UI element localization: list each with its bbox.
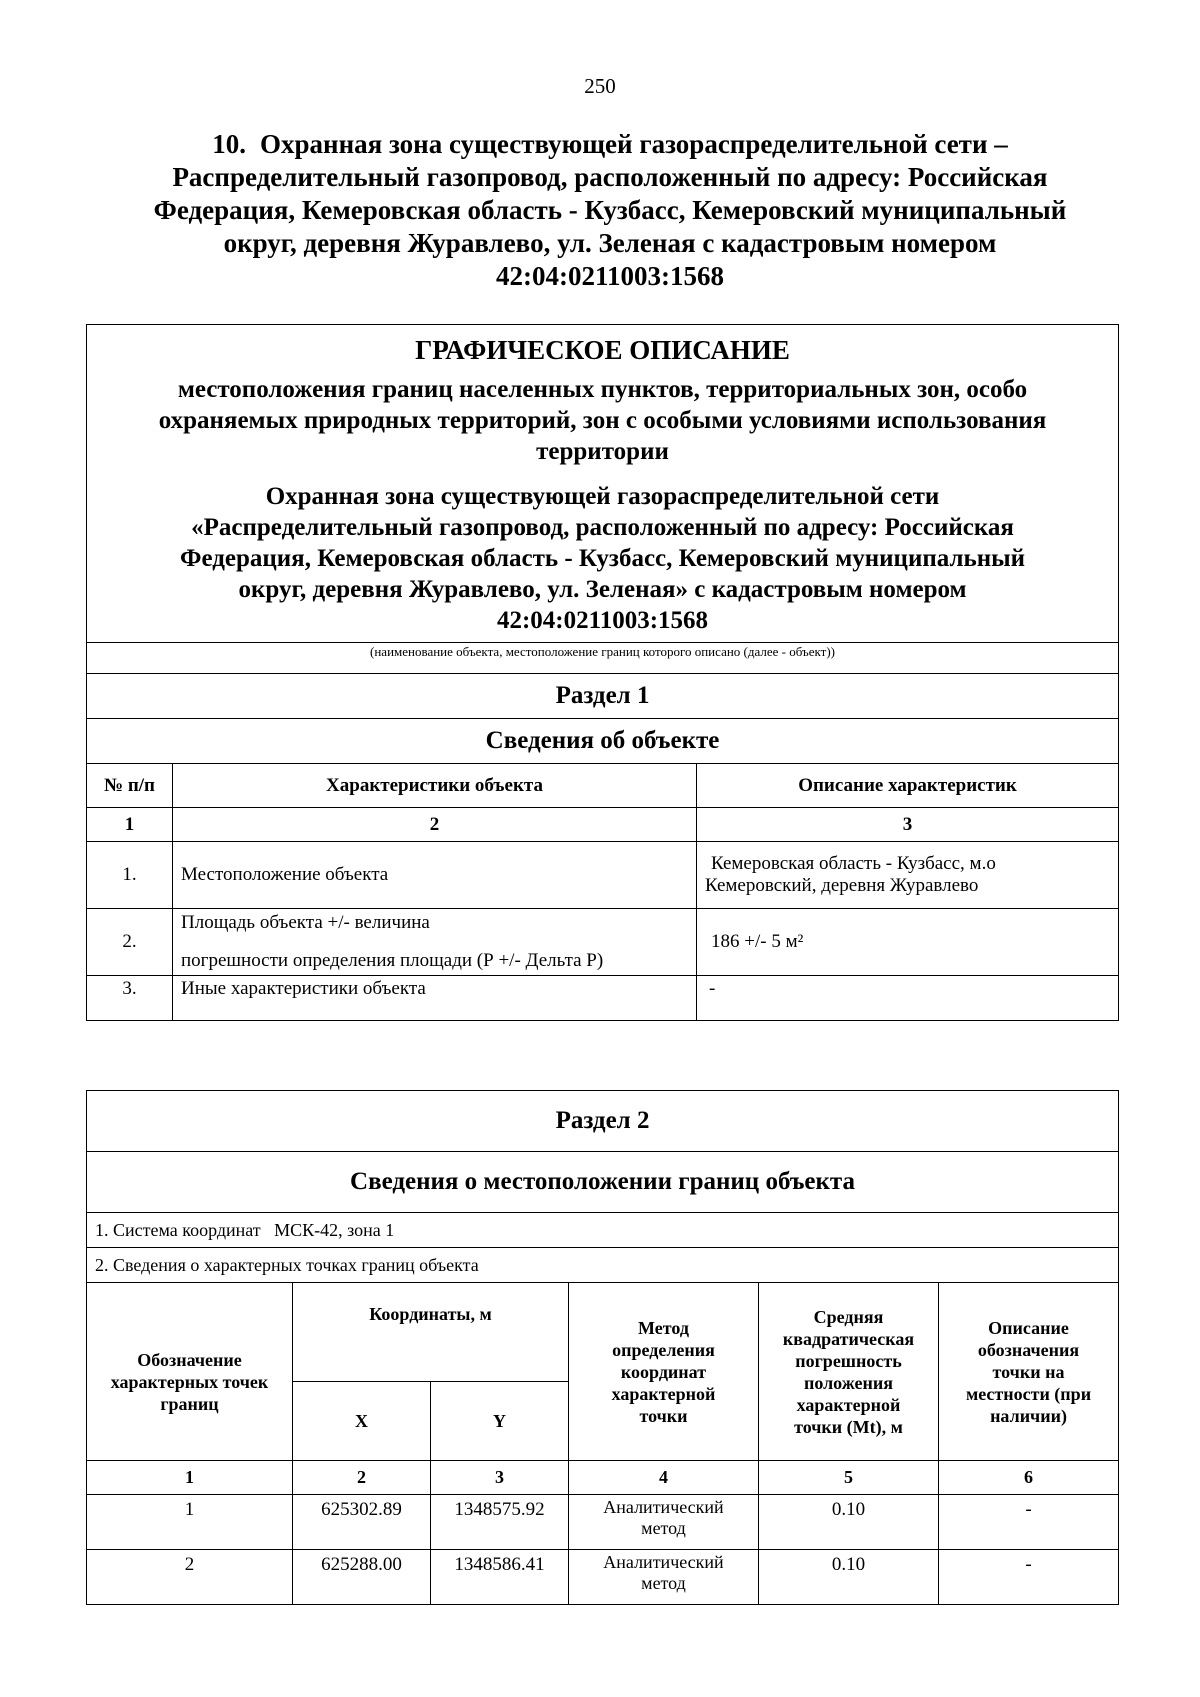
header-line: наличии) <box>990 1405 1067 1426</box>
heading-number: 10. <box>212 129 246 159</box>
header-designation <box>87 1283 293 1461</box>
description-line: Кемеровский, деревня Журавлево <box>705 875 979 896</box>
heading-line <box>120 128 1100 161</box>
point-error: 0.10 <box>759 1550 939 1605</box>
graphic-subtitle <box>87 366 1118 467</box>
row-description: 186 +/- 5 м² <box>697 909 1119 976</box>
section1-title: Раздел 1 <box>87 674 1119 719</box>
points-caption: 2. Сведения о характерных точках границ объекта <box>87 1248 1119 1283</box>
point-method <box>569 1550 759 1605</box>
col-number: 1 <box>87 1461 293 1495</box>
object-line: Охранная зона существующей газораспределительной сети <box>265 483 940 510</box>
col-number: 4 <box>569 1461 759 1495</box>
col-number: 3 <box>431 1461 569 1495</box>
coordinate-system: 1. Система координат МСК-42, зона 1 <box>87 1213 1119 1248</box>
header-line: точки на <box>992 1361 1065 1382</box>
heading-line: Федерация, Кемеровская область - Кузбасс, Кемеровский муниципальный <box>153 195 1067 225</box>
subtitle-line: местоположения границ населенных пунктов, территориальных зон, особо <box>177 376 1028 403</box>
row-description <box>697 842 1119 909</box>
object-line: округ, деревня Журавлево, ул. Зеленая» с кадастровым номером <box>238 576 967 603</box>
header-line: характерной <box>796 1394 901 1415</box>
object-name <box>87 467 1118 642</box>
col-number: 2 <box>173 808 697 842</box>
header-point-description <box>939 1283 1119 1461</box>
row-number: 3. <box>87 976 173 1021</box>
graphic-description-cell <box>87 325 1119 643</box>
heading-line: 42:04:0211003:1568 <box>496 261 724 291</box>
heading-line: округ, деревня Журавлево, ул. Зеленая с кадастровым номером <box>223 228 997 258</box>
header-line: положения <box>803 1372 894 1393</box>
header-line: Средняя <box>813 1306 884 1327</box>
header-method <box>569 1283 759 1461</box>
subtitle-line: территории <box>536 438 669 465</box>
object-line: 42:04:0211003:1568 <box>496 607 709 634</box>
graphic-title: ГРАФИЧЕСКОЕ ОПИСАНИЕ <box>415 335 790 365</box>
point-y: 1348586.41 <box>431 1550 569 1605</box>
object-line: «Распределительный газопровод, расположенный по адресу: Российская <box>191 514 1014 541</box>
header-line: координат <box>620 1361 707 1382</box>
header-line: характерной <box>611 1383 716 1404</box>
method-line: Аналитический <box>603 1552 724 1572</box>
point-x: 625288.00 <box>293 1550 431 1605</box>
table-row <box>87 909 1119 976</box>
point-description: - <box>939 1550 1119 1605</box>
characteristic-line: Площадь объекта +/- величина <box>181 912 430 933</box>
table-row <box>87 842 1119 909</box>
header-line: квадратическая <box>782 1328 915 1349</box>
point-id: 1 <box>87 1495 293 1550</box>
heading-line: Распределительный газопровод, расположенный по адресу: Российская <box>172 162 1048 192</box>
col-number: 3 <box>697 808 1119 842</box>
row-characteristic: Иные характеристики объекта <box>173 976 697 1021</box>
heading-line-text: Охранная зона существующей газораспределительной сети – <box>260 129 1008 159</box>
section1-subtitle: Сведения об объекте <box>87 719 1119 764</box>
point-method <box>569 1495 759 1550</box>
header-line: точки <box>639 1405 688 1426</box>
document-heading <box>120 128 1100 293</box>
header-characteristics: Характеристики объекта <box>173 764 697 808</box>
section2-title: Раздел 2 <box>87 1091 1119 1152</box>
section2-subtitle: Сведения о местоположении границ объекта <box>87 1152 1119 1213</box>
row-characteristic: Местоположение объекта <box>173 842 697 909</box>
header-description: Описание характеристик <box>697 764 1119 808</box>
row-number: 2. <box>87 909 173 976</box>
header-line: характерных точек <box>110 1371 269 1392</box>
section2-table <box>86 1090 1119 1605</box>
col-number: 1 <box>87 808 173 842</box>
header-line: границ <box>160 1393 219 1414</box>
method-line: метод <box>641 1573 686 1593</box>
subtitle-line: охраняемых природных территорий, зон с особыми условиями использования <box>158 407 1047 434</box>
method-line: Аналитический <box>603 1497 724 1517</box>
point-x: 625302.89 <box>293 1495 431 1550</box>
point-description: - <box>939 1495 1119 1550</box>
point-id: 2 <box>87 1550 293 1605</box>
header-line: местности (при <box>965 1383 1092 1404</box>
header-error <box>759 1283 939 1461</box>
point-error: 0.10 <box>759 1495 939 1550</box>
row-description: - <box>697 976 1119 1021</box>
table-row <box>87 976 1119 1021</box>
header-y: Y <box>431 1382 569 1461</box>
header-line: Обозначение <box>137 1349 242 1370</box>
method-line: метод <box>641 1518 686 1538</box>
header-line: Метод <box>638 1317 689 1338</box>
point-y: 1348575.92 <box>431 1495 569 1550</box>
col-number: 2 <box>293 1461 431 1495</box>
row-characteristic <box>173 909 697 976</box>
header-number: № п/п <box>87 764 173 808</box>
table-row <box>87 1550 1119 1605</box>
table-row <box>87 1495 1119 1550</box>
col-number: 5 <box>759 1461 939 1495</box>
header-line: погрешность <box>795 1350 902 1371</box>
description-line: Кемеровская область - Кузбасс, м.о <box>711 853 996 874</box>
characteristic-line: погрешности определения площади (Р +/- Дельта Р) <box>181 950 604 971</box>
col-number: 6 <box>939 1461 1119 1495</box>
object-line: Федерация, Кемеровская область - Кузбасс, Кемеровский муниципальный <box>179 545 1026 572</box>
header-line: обозначения <box>977 1339 1080 1360</box>
header-line: точки (Mt), м <box>794 1416 903 1437</box>
header-line: Описание <box>988 1317 1069 1338</box>
row-number: 1. <box>87 842 173 909</box>
header-line: определения <box>612 1339 715 1360</box>
object-caption: (наименование объекта, местоположение границ которого описано (далее - объект)) <box>87 643 1119 674</box>
section1-table <box>86 324 1119 1021</box>
header-coordinates: Координаты, м <box>293 1283 569 1382</box>
header-x: X <box>293 1382 431 1461</box>
page-number: 250 <box>584 74 616 98</box>
